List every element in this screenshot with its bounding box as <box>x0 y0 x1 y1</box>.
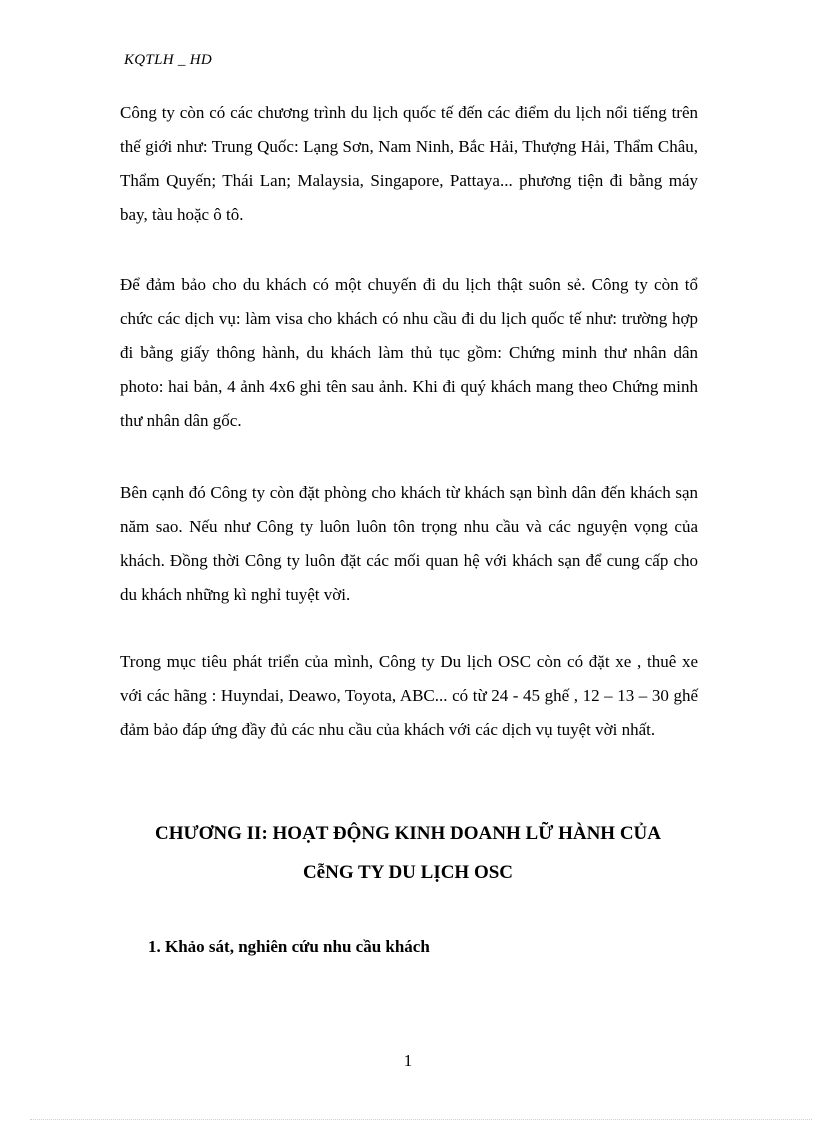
page-edge-divider <box>30 1119 812 1120</box>
section-heading: 1. Khảo sát, nghiên cứu nhu cầu khách <box>148 937 430 956</box>
chapter-title <box>100 814 716 892</box>
chapter-title-line2: CễNG TY DU LỊCH OSC <box>302 862 514 883</box>
paragraph-car-rental: Trong mục tiêu phát triển của mình, Công ty Du lịch OSC còn có đặt xe , thuê xe với các hãng : Huyndai, Deawo, Toyota, ABC... có từ 24 - 45 ghế , 12 – 13 – 30 ghế đảm bảo đáp ứng đầy đủ các nhu cầu của khách với các dịch vụ tuyệt vời nhất. <box>120 652 698 739</box>
running-header: KQTLH _ HD <box>124 52 213 68</box>
page-number: 1 <box>403 1051 413 1070</box>
chapter-title-line1: CHƯƠNG II: HOẠT ĐỘNG KINH DOANH LỮ HÀNH CỦA <box>155 823 661 844</box>
paragraph-international-tours: Công ty còn có các chương trình du lịch quốc tế đến các điểm du lịch nổi tiếng trên thế giới như: Trung Quốc: Lạng Sơn, Nam Ninh, Bắc Hải, Thượng Hải, Thẩm Châu, Thẩm Quyến; Thái Lan; Malaysia, Singapore, Pattaya... phương tiện đi bằng máy bay, tàu hoặc ô tô. <box>120 103 698 224</box>
paragraph-hotel-booking: Bên cạnh đó Công ty còn đặt phòng cho khách từ khách sạn bình dân đến khách sạn năm sao. Nếu như Công ty luôn luôn tôn trọng nhu cầu và các nguyện vọng của khách. Đồng thời Công ty luôn đặt các mối quan hệ với khách sạn để cung cấp cho du khách những kì nghỉ tuyệt vời. <box>120 483 698 604</box>
paragraph-visa-services: Để đảm bảo cho du khách có một chuyến đi du lịch thật suôn sẻ. Công ty còn tổ chức các dịch vụ: làm visa cho khách có nhu cầu đi du lịch quốc tế như: trường hợp đi bằng giấy thông hành, du khách làm thủ tục gồm: Chứng minh thư nhân dân photo: hai bản, 4 ảnh 4x6 ghi tên sau ảnh. Khi đi quý khách mang theo Chứng minh thư nhân dân gốc. <box>120 275 698 430</box>
